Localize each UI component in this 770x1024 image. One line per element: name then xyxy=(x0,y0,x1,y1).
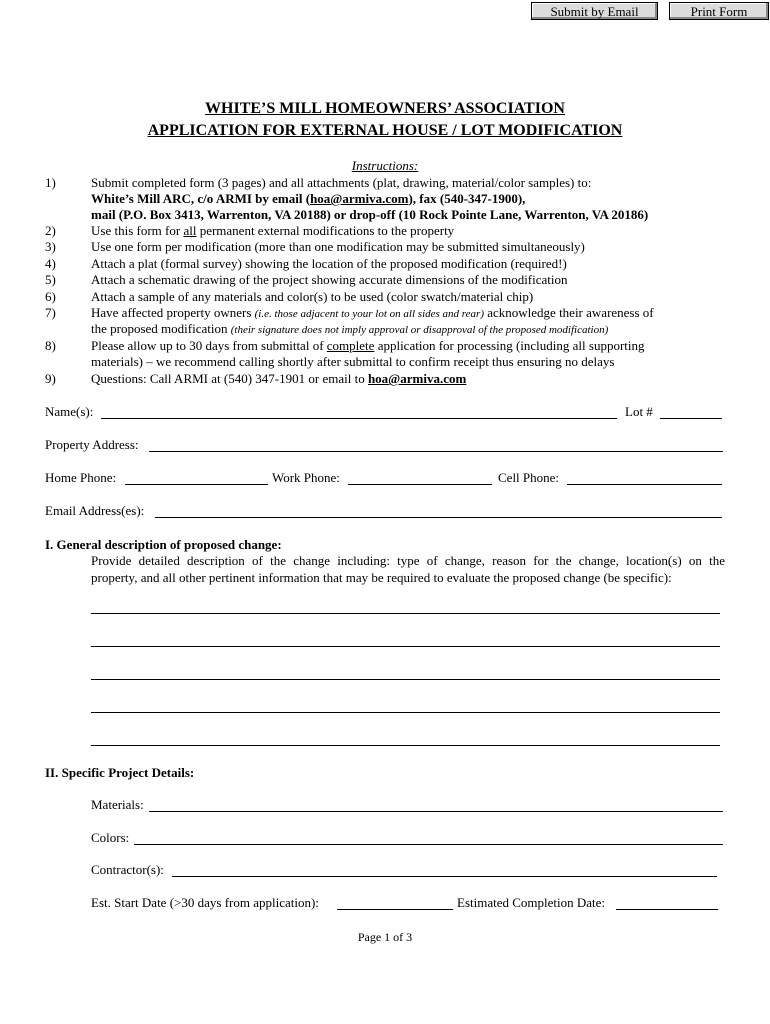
item-number: 6) xyxy=(45,289,56,304)
names-field[interactable] xyxy=(101,418,617,419)
colors-field[interactable] xyxy=(134,844,723,845)
instruction-8 xyxy=(91,338,645,354)
contractors-label: Contractor(s): xyxy=(91,862,164,877)
email-link[interactable]: hoa@armiva.com xyxy=(310,191,409,206)
instruction-7 xyxy=(91,305,654,322)
form-title: WHITE’S MILL HOMEOWNERS’ ASSOCIATION xyxy=(205,100,565,117)
instruction-6: Attach a sample of any materials and color(s) to be used (color swatch/material chip) xyxy=(91,289,534,304)
section-2-heading: II. Specific Project Details: xyxy=(45,765,195,780)
instruction-3: Use one form per modification (more than one modification may be submitted simultaneously) xyxy=(91,239,585,254)
item-number: 8) xyxy=(45,338,56,353)
instruction-9 xyxy=(91,371,466,387)
email-field[interactable] xyxy=(155,517,722,518)
form-subtitle: APPLICATION FOR EXTERNAL HOUSE / LOT MODIFICATION xyxy=(147,122,623,139)
item-number: 2) xyxy=(45,223,56,238)
instruction-7-cont xyxy=(91,321,608,338)
instruction-8-cont: materials) – we recommend calling shortly after submittal to confirm receipt thus ensuring no delays xyxy=(91,354,615,369)
completion-date-label: Estimated Completion Date: xyxy=(457,895,606,910)
work-phone-label: Work Phone: xyxy=(272,470,340,485)
lot-label: Lot # xyxy=(625,404,653,419)
names-label: Name(s): xyxy=(45,404,94,419)
address-field[interactable] xyxy=(149,451,723,452)
description-line[interactable] xyxy=(91,712,720,713)
italic-note: (their signature does not imply approval or disapproval of the proposed modification) xyxy=(230,324,609,336)
description-line[interactable] xyxy=(91,679,720,680)
description-line[interactable] xyxy=(91,646,720,647)
submit-by-email-button[interactable]: Submit by Email xyxy=(531,2,658,20)
text: Use this form for xyxy=(91,223,184,238)
instruction-1-address xyxy=(91,191,525,207)
item-number: 3) xyxy=(45,239,56,254)
home-phone-label: Home Phone: xyxy=(45,470,117,485)
text: White’s Mill ARC, c/o ARMI by email ( xyxy=(91,191,311,206)
instruction-5: Attach a schematic drawing of the project showing accurate dimensions of the modification xyxy=(91,272,568,287)
item-number: 7) xyxy=(45,305,56,320)
instruction-2 xyxy=(91,223,454,239)
text: ), fax (540-347-1900), xyxy=(408,191,526,206)
section-1-heading: I. General description of proposed change: xyxy=(45,537,282,552)
text: Questions: Call ARMI at (540) 347-1901 or email to xyxy=(91,371,368,386)
item-number: 5) xyxy=(45,272,56,287)
section-1-desc: Provide detailed description of the change including: type of change, reason for the change, location(s) on the xyxy=(91,553,725,568)
text: Have affected property owners xyxy=(91,305,255,320)
description-line[interactable] xyxy=(91,613,720,614)
instructions-heading: Instructions: xyxy=(351,158,419,173)
item-number: 1) xyxy=(45,175,56,190)
address-label: Property Address: xyxy=(45,437,139,452)
item-number: 9) xyxy=(45,371,56,386)
start-date-field[interactable] xyxy=(337,909,453,910)
instruction-4: Attach a plat (formal survey) showing the location of the proposed modification (required!) xyxy=(91,256,567,271)
text: acknowledge their awareness of xyxy=(483,305,654,320)
completion-date-field[interactable] xyxy=(616,909,718,910)
lot-field[interactable] xyxy=(660,418,722,419)
materials-label: Materials: xyxy=(91,797,144,812)
text: Please allow up to 30 days from submittal of xyxy=(91,338,327,353)
page-number: Page 1 of 3 xyxy=(357,930,413,944)
text: the proposed modification xyxy=(91,321,231,336)
item-number: 4) xyxy=(45,256,56,271)
contractors-field[interactable] xyxy=(172,876,717,877)
cell-phone-field[interactable] xyxy=(567,484,722,485)
text: permanent external modifications to the property xyxy=(196,223,455,238)
section-1-desc-cont: property, and all other pertinent information that may be required to evaluate the proposed change (be specific): xyxy=(91,570,672,585)
cell-phone-label: Cell Phone: xyxy=(498,470,560,485)
text: application for processing (including all supporting xyxy=(374,338,645,353)
email-label: Email Address(es): xyxy=(45,503,145,518)
home-phone-field[interactable] xyxy=(125,484,268,485)
instruction-1: Submit completed form (3 pages) and all attachments (plat, drawing, material/color samples) to: xyxy=(91,175,592,190)
email-link[interactable]: hoa@armiva.com xyxy=(367,371,467,386)
italic-note: (i.e. those adjacent to your lot on all sides and rear) xyxy=(254,308,484,320)
emphasis: complete xyxy=(326,338,375,353)
emphasis: all xyxy=(183,223,197,238)
print-form-button[interactable]: Print Form xyxy=(669,2,769,20)
description-line[interactable] xyxy=(91,745,720,746)
work-phone-field[interactable] xyxy=(348,484,492,485)
instruction-1-mail: mail (P.O. Box 3413, Warrenton, VA 20188) or drop-off (10 Rock Pointe Lane, Warrenton, VA 20186) xyxy=(91,207,649,222)
start-date-label: Est. Start Date (>30 days from application): xyxy=(91,895,319,910)
colors-label: Colors: xyxy=(91,830,130,845)
materials-field[interactable] xyxy=(149,811,723,812)
